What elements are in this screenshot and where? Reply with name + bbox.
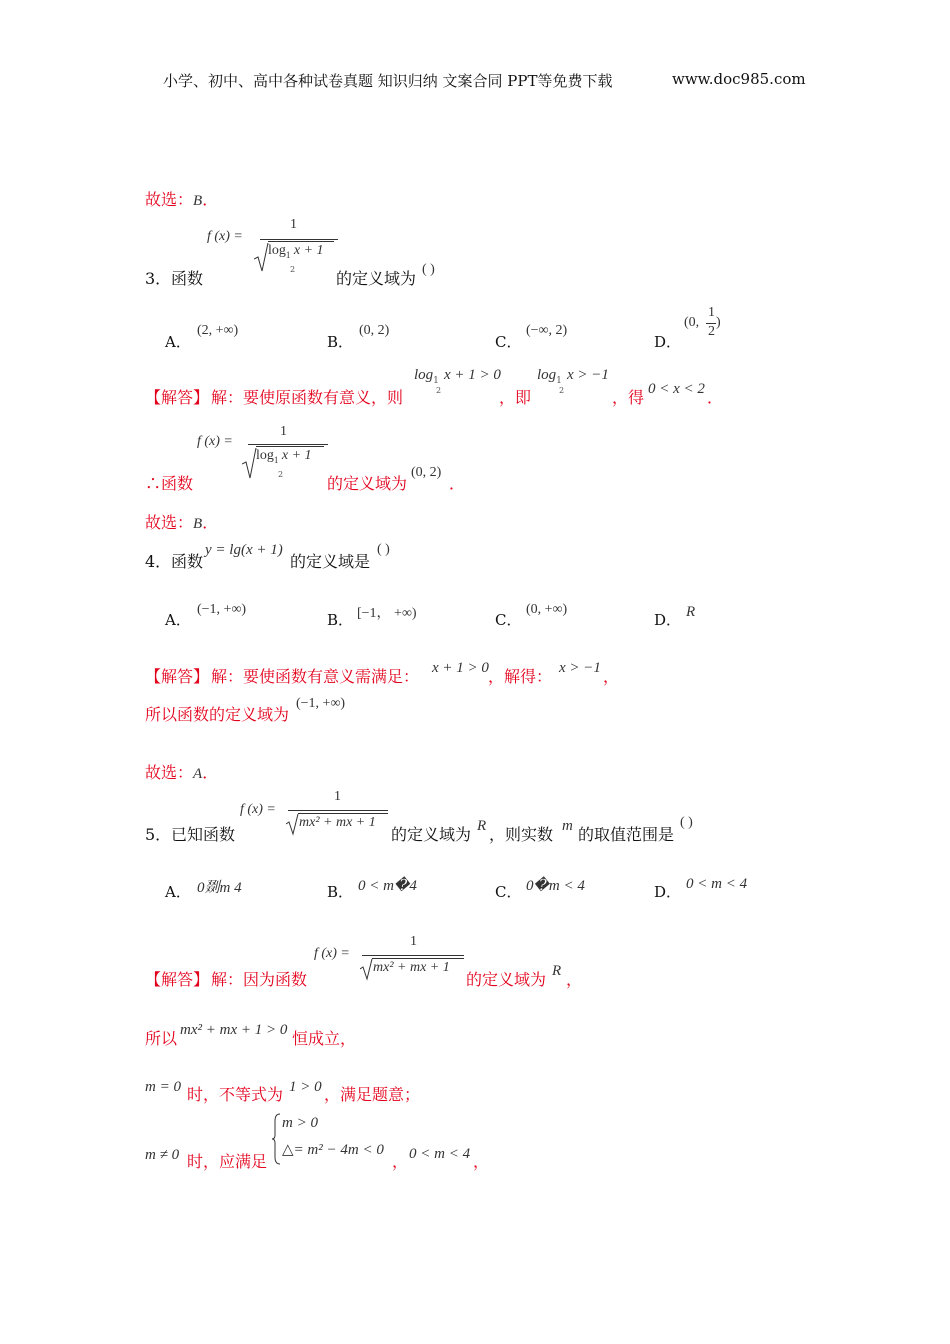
q4-final: 故选：A． bbox=[145, 763, 219, 782]
q5-m: m bbox=[562, 818, 573, 834]
q5-sol-line2-pre: 所以 bbox=[145, 1029, 178, 1048]
prev-answer bbox=[145, 187, 218, 210]
q4-solution-cond2: x > −1 bbox=[559, 660, 601, 676]
q5-sol-fraction bbox=[358, 934, 464, 984]
q3-sol-line2-val: (0, 2) bbox=[411, 465, 442, 480]
q3-post: 的定义域为 bbox=[336, 269, 417, 288]
q3-option-c-value: (−∞, 2) bbox=[526, 323, 568, 338]
q4-pre: 函数 bbox=[171, 552, 204, 571]
q4-solution-line2-val: (−1, +∞) bbox=[296, 696, 346, 711]
q3-denominator-sub: 2 bbox=[290, 265, 296, 274]
q3-solution-text4: ． bbox=[707, 388, 724, 407]
q3-sol-line2-post: 的定义域为 bbox=[327, 474, 408, 493]
q5-option-a-value: 0剟m 4 bbox=[197, 880, 242, 896]
q4-option-a-value: (−1, +∞) bbox=[197, 602, 247, 617]
q3-fx: f (x) = bbox=[207, 229, 243, 244]
q3-number: 3． bbox=[145, 269, 172, 288]
q5-option-c-letter[interactable]: C． bbox=[495, 883, 522, 901]
q5-option-a-letter[interactable]: A． bbox=[165, 883, 191, 901]
q4-option-d-letter[interactable]: D． bbox=[654, 611, 682, 629]
q5-denominator: mx² + mx + 1 bbox=[299, 815, 376, 830]
q3-fraction bbox=[250, 217, 338, 277]
q5-fraction bbox=[284, 789, 388, 839]
header-url[interactable]: www.doc985.com bbox=[672, 70, 806, 88]
q5-numerator: 1 bbox=[334, 789, 341, 804]
q5-fx: f (x) = bbox=[240, 802, 276, 817]
q5-system-line2: △= m² − 4m < 0 bbox=[282, 1142, 384, 1158]
q4-solution-text3: ， bbox=[603, 667, 620, 686]
q5-sol-line4-end: ， bbox=[473, 1152, 490, 1171]
q5-number: 5． bbox=[145, 825, 172, 844]
answer-label: 故选： bbox=[145, 190, 194, 209]
q4-option-c-value: (0, +∞) bbox=[526, 602, 568, 617]
q5-sol-sqrt-sign bbox=[360, 957, 374, 981]
q5-blank: ( ) bbox=[680, 815, 693, 830]
q5-sol-line4-mid: 时，应满足 bbox=[187, 1152, 268, 1171]
q3-sol-denominator-sub: 2 bbox=[278, 470, 284, 479]
q3-option-c-letter[interactable]: C． bbox=[495, 333, 522, 351]
q3-pre: 函数 bbox=[171, 269, 204, 288]
q3-option-b-value: (0, 2) bbox=[359, 323, 390, 338]
q5-option-b-value: 0 < m�4 bbox=[358, 878, 417, 894]
q3-blank: ( ) bbox=[422, 262, 435, 277]
q3-option-d-letter[interactable]: D． bbox=[654, 333, 682, 351]
q3-sqrt-bar bbox=[268, 241, 334, 242]
q4-solution-line2: 所以函数的定义域为 bbox=[145, 705, 290, 724]
q5-system-brace bbox=[272, 1113, 282, 1165]
q3-numerator: 1 bbox=[290, 217, 297, 232]
q5-option-d-value: 0 < m < 4 bbox=[686, 876, 748, 892]
q3-option-d-value: (0, 1 2 ) bbox=[684, 305, 721, 339]
q5-solution-text1: 解：因为函数 bbox=[211, 970, 308, 989]
q5-R: R bbox=[477, 818, 487, 834]
q5-sol-line4-res: 0 < m < 4 bbox=[409, 1146, 471, 1162]
q5-option-d-letter[interactable]: D． bbox=[654, 883, 682, 901]
q4-solution-text1: 解：要使函数有意义需满足： bbox=[211, 667, 420, 686]
q5-sol-line3-expr2: 1 > 0 bbox=[289, 1079, 322, 1095]
q5-sol-line4-expr: m ≠ 0 bbox=[145, 1147, 180, 1163]
q5-option-b-letter[interactable]: B． bbox=[327, 883, 354, 901]
q5-sol-line3-expr: m = 0 bbox=[145, 1079, 181, 1095]
q5-pre: 已知函数 bbox=[171, 825, 236, 844]
q5-sol-fx: f (x) = bbox=[314, 946, 350, 961]
q3-option-b-letter[interactable]: B． bbox=[327, 333, 354, 351]
q5-solution-R: R bbox=[552, 963, 562, 979]
q4-expr: y = lg(x + 1) bbox=[205, 542, 283, 558]
q4-number: 4． bbox=[145, 552, 172, 571]
q3-sol-fraction bbox=[240, 424, 328, 484]
q3-denominator: $\log_1 x + 1$ bbox=[268, 243, 324, 260]
q5-post1: 的定义域为 bbox=[391, 825, 472, 844]
q3-solution-text3: ，得 bbox=[612, 388, 645, 407]
q3-sol-sqrt-bar bbox=[256, 446, 324, 447]
q3-solution-text2: ，即 bbox=[499, 388, 532, 407]
q5-sol-denominator: mx² + mx + 1 bbox=[373, 960, 450, 975]
q5-sol-sqrt-bar bbox=[372, 958, 464, 959]
q5-sol-line3-post: ，满足题意； bbox=[324, 1085, 421, 1104]
q3-solution-cond2: $\log_1 x > -1$ 2 bbox=[537, 367, 609, 395]
q5-sol-fraction-bar bbox=[362, 955, 464, 956]
q4-option-b-letter[interactable]: B． bbox=[327, 611, 354, 629]
q5-post2: ，则实数 bbox=[489, 825, 554, 844]
q3-solution-tag: 【解答】 bbox=[145, 388, 210, 407]
q5-sqrt-sign bbox=[286, 812, 300, 836]
q5-solution-text2: 的定义域为 bbox=[466, 970, 547, 989]
q3-sol-fx: f (x) = bbox=[197, 434, 233, 449]
q5-post3: 的取值范围是 bbox=[578, 825, 675, 844]
q5-sol-line2-post: 恒成立， bbox=[292, 1029, 357, 1048]
q4-option-d-value: R bbox=[686, 604, 696, 620]
q4-post: 的定义域是 bbox=[290, 552, 371, 571]
q4-option-c-letter[interactable]: C． bbox=[495, 611, 522, 629]
q3-sol-numerator: 1 bbox=[280, 424, 287, 439]
q3-fraction-bar bbox=[260, 239, 338, 240]
q3-solution-cond1: $\log_1 x + 1 > 0$ 2 bbox=[414, 367, 501, 395]
q3-solution-text1: 解：要使原函数有意义，则 bbox=[211, 388, 404, 407]
q3-option-a-letter[interactable]: A． bbox=[165, 333, 191, 351]
q4-option-a-letter[interactable]: A． bbox=[165, 611, 191, 629]
q4-solution-text2: ，解得： bbox=[488, 667, 553, 686]
q3-sol-line2-pre: ∴函数 bbox=[145, 474, 194, 493]
q4-solution-tag: 【解答】 bbox=[145, 667, 210, 686]
q5-solution-text3: ， bbox=[566, 970, 583, 989]
answer-tail: ． bbox=[202, 190, 219, 209]
q3-sol-line2-end: ． bbox=[449, 474, 466, 493]
q5-solution-tag: 【解答】 bbox=[145, 970, 210, 989]
q5-sol-line4-sep: ， bbox=[392, 1152, 409, 1171]
q5-option-c-value: 0�m < 4 bbox=[526, 878, 585, 894]
q3-option-a-value: (2, +∞) bbox=[197, 323, 239, 338]
q3-sol-denominator: $\log_1 x + 1$ bbox=[256, 448, 312, 465]
q3-final: 故选：B． bbox=[145, 513, 219, 532]
q5-sol-line3-mid: 时，不等式为 bbox=[187, 1085, 284, 1104]
q5-fraction-bar bbox=[288, 810, 388, 811]
q4-option-b-value: [−1， +∞) bbox=[357, 606, 417, 621]
q3-solution-cond3: 0 < x < 2 bbox=[648, 381, 705, 397]
header-text: 小学、初中、高中各种试卷真题 知识归纳 文案合同 PPT等免费下载 bbox=[163, 72, 613, 90]
q5-system-line1: m > 0 bbox=[282, 1115, 318, 1131]
q3-sol-fraction-bar bbox=[248, 444, 328, 445]
q5-sol-numerator: 1 bbox=[410, 934, 417, 949]
q4-solution-cond1: x + 1 > 0 bbox=[432, 660, 489, 676]
q5-sol-line2-expr: mx² + mx + 1 > 0 bbox=[180, 1022, 288, 1038]
q5-sqrt-bar bbox=[298, 813, 388, 814]
q4-blank: ( ) bbox=[377, 542, 390, 557]
answer-value: B bbox=[193, 193, 203, 209]
